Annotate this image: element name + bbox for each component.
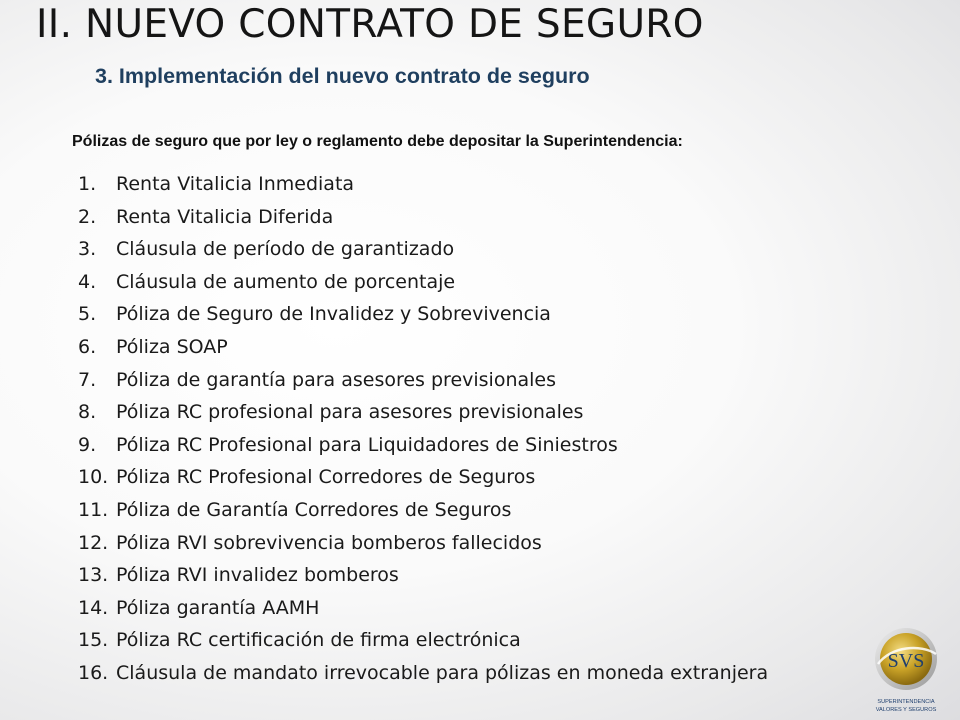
list-item: [78, 266, 768, 299]
policy-list: [78, 168, 768, 690]
item-text: Póliza RC certificación de firma electrónica: [116, 629, 521, 652]
item-number: 3.: [78, 238, 97, 261]
item-text: Renta Vitalicia Diferida: [116, 205, 334, 228]
list-item: [78, 364, 768, 397]
list-item: [78, 168, 768, 201]
item-number: 6.: [78, 335, 97, 358]
list-item: [78, 559, 768, 592]
item-text: Cláusula de período de garantizado: [116, 238, 455, 261]
list-item: [78, 298, 768, 331]
list-item: [78, 396, 768, 429]
list-item: [78, 657, 768, 690]
item-text: Póliza de garantía para asesores previsionales: [116, 368, 557, 391]
item-number: 1.: [78, 173, 97, 195]
item-text: Póliza RC Profesional para Liquidadores de Siniestros: [116, 433, 618, 456]
list-item: [78, 331, 768, 364]
item-text: Póliza RVI invalidez bomberos: [116, 564, 399, 587]
item-text: Póliza de Garantía Corredores de Seguros: [116, 498, 512, 521]
list-item: [78, 592, 768, 625]
item-number: 8.: [78, 401, 97, 424]
list-item: [78, 624, 768, 657]
item-number: 10.: [78, 466, 109, 489]
logo-line-1: SUPERINTENDENCIA: [877, 699, 935, 705]
item-text: Cláusula de mandato irrevocable para pólizas en moneda extranjera: [116, 661, 769, 684]
svs-logo: [866, 626, 946, 716]
item-number: 9.: [78, 433, 97, 456]
item-number: 16.: [78, 661, 109, 684]
svs-logo-icon: [866, 626, 946, 716]
list-item: [78, 494, 768, 527]
item-text: Póliza RVI sobrevivencia bomberos fallecidos: [116, 531, 542, 554]
item-number: 13.: [78, 564, 109, 587]
item-number: 5.: [78, 303, 97, 326]
item-number: 12.: [78, 531, 109, 554]
item-text: Póliza SOAP: [116, 335, 228, 358]
item-text: Póliza garantía AAMH: [116, 596, 320, 619]
intro-text: Pólizas de seguro que por ley o reglamento debe depositar la Superintendencia:: [72, 133, 683, 150]
item-text: Renta Vitalicia Inmediata: [116, 173, 355, 195]
slide-subtitle: 3. Implementación del nuevo contrato de seguro: [95, 64, 590, 88]
item-number: 4.: [78, 270, 97, 293]
item-text: Cláusula de aumento de porcentaje: [116, 270, 456, 293]
item-text: Póliza RC profesional para asesores previsionales: [116, 401, 584, 424]
item-number: 15.: [78, 629, 109, 652]
slide-title: II. NUEVO CONTRATO DE SEGURO: [36, 2, 704, 47]
list-item: [78, 527, 768, 560]
item-number: 11.: [78, 498, 109, 521]
logo-line-2: VALORES Y SEGUROS: [875, 707, 937, 713]
list-item: [78, 461, 768, 494]
item-number: 7.: [78, 368, 97, 391]
item-text: Póliza RC Profesional Corredores de Seguros: [116, 466, 536, 489]
list-item: [78, 201, 768, 234]
list-item: [78, 429, 768, 462]
logo-mark: SVS: [887, 650, 925, 672]
item-number: 14.: [78, 596, 109, 619]
item-text: Póliza de Seguro de Invalidez y Sobrevivencia: [116, 303, 551, 326]
list-item: [78, 233, 768, 266]
item-number: 2.: [78, 205, 97, 228]
